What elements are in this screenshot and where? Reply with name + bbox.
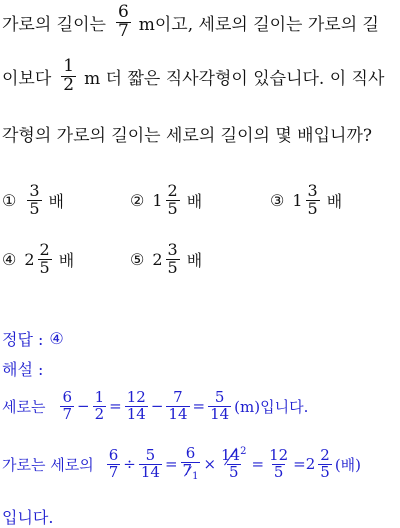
option-5[interactable]: ⑤ 2 $\frac{3}{5}$ 배 bbox=[130, 240, 203, 277]
question-text: 이보다 bbox=[2, 68, 52, 89]
fraction: $\frac{12}{14}$ bbox=[126, 388, 146, 423]
option-2[interactable]: ② 1 $\frac{2}{5}$ 배 bbox=[130, 181, 203, 218]
option-1[interactable]: ① $\frac{3}{5}$ 배 bbox=[2, 181, 64, 218]
option-4[interactable]: ④ 2 $\frac{2}{5}$ 배 bbox=[2, 240, 75, 277]
answer-line bbox=[2, 327, 64, 350]
question-text: 각형의 가로의 길이는 세로의 길이의 몇 배입니까? bbox=[2, 126, 372, 146]
fraction: $\frac{6}{7_1}$ bbox=[182, 444, 199, 482]
question-text: 가로의 길이는 bbox=[2, 14, 106, 35]
fraction: $\frac{2}{5}$ bbox=[39, 240, 50, 277]
option-mark: ④ bbox=[2, 249, 17, 269]
question-line-2 bbox=[2, 58, 384, 95]
fraction: $\frac{3}{5}$ bbox=[167, 240, 178, 277]
explanation-line-3: 입니다. bbox=[2, 508, 54, 527]
fraction: $\frac{1}{2}$ bbox=[94, 388, 105, 423]
fraction: $\frac{2}{5}$ bbox=[320, 445, 330, 481]
answer-label: 정답 : bbox=[2, 330, 44, 349]
fraction: $\frac{3}{5}$ bbox=[29, 181, 40, 218]
fraction: $\frac{5}{14}$ bbox=[210, 388, 230, 423]
option-mark: ⑤ bbox=[130, 249, 145, 269]
fraction: $\frac{5}{14}$ bbox=[140, 445, 160, 481]
question-line-3 bbox=[2, 121, 372, 146]
question-text: m이고, 세로의 길이는 가로의 길 bbox=[138, 14, 379, 35]
fraction: $\frac{6}{7}$ bbox=[108, 445, 119, 481]
option-mark: ③ bbox=[270, 190, 285, 210]
fraction: $\frac{2}{5}$ bbox=[167, 181, 178, 218]
explanation-line-2: 가로는 세로의 $\frac{6}{7}$ ÷ $\frac{5}{14}$ = $\frac{6}{7_1}$ × $\frac{14^2}{5}$ = $\frac{12}{5}$ = 2 $\frac{2}{5}$ (배) bbox=[2, 444, 362, 482]
fraction: $\frac{1}{2}$ bbox=[63, 56, 75, 95]
answer-value: ④ bbox=[49, 329, 64, 348]
explanation-label: 해설 : bbox=[2, 360, 44, 379]
question-text: m 더 짧은 직사각형이 있습니다. 이 직사 bbox=[84, 68, 385, 89]
fraction: $\frac{12}{5}$ bbox=[269, 445, 289, 481]
fraction: $\frac{3}{5}$ bbox=[307, 181, 318, 218]
option-3[interactable]: ③ 1 $\frac{3}{5}$ 배 bbox=[270, 181, 343, 218]
question-line-1 bbox=[2, 4, 379, 41]
fraction: $\frac{14^2}{5}$ bbox=[221, 446, 247, 482]
option-mark: ② bbox=[130, 190, 145, 210]
fraction: $\frac{6}{7}$ bbox=[62, 388, 73, 423]
fraction: $\frac{6}{7}$ bbox=[117, 2, 129, 41]
explanation-line-1: 세로는 $\frac{6}{7}$ − $\frac{1}{2}$ = $\frac{12}{14}$ − $\frac{7}{14}$ = $\frac{5}{14}$ (m)입니다. bbox=[2, 388, 309, 423]
fraction: $\frac{7}{14}$ bbox=[168, 388, 188, 423]
option-mark: ① bbox=[2, 190, 17, 210]
